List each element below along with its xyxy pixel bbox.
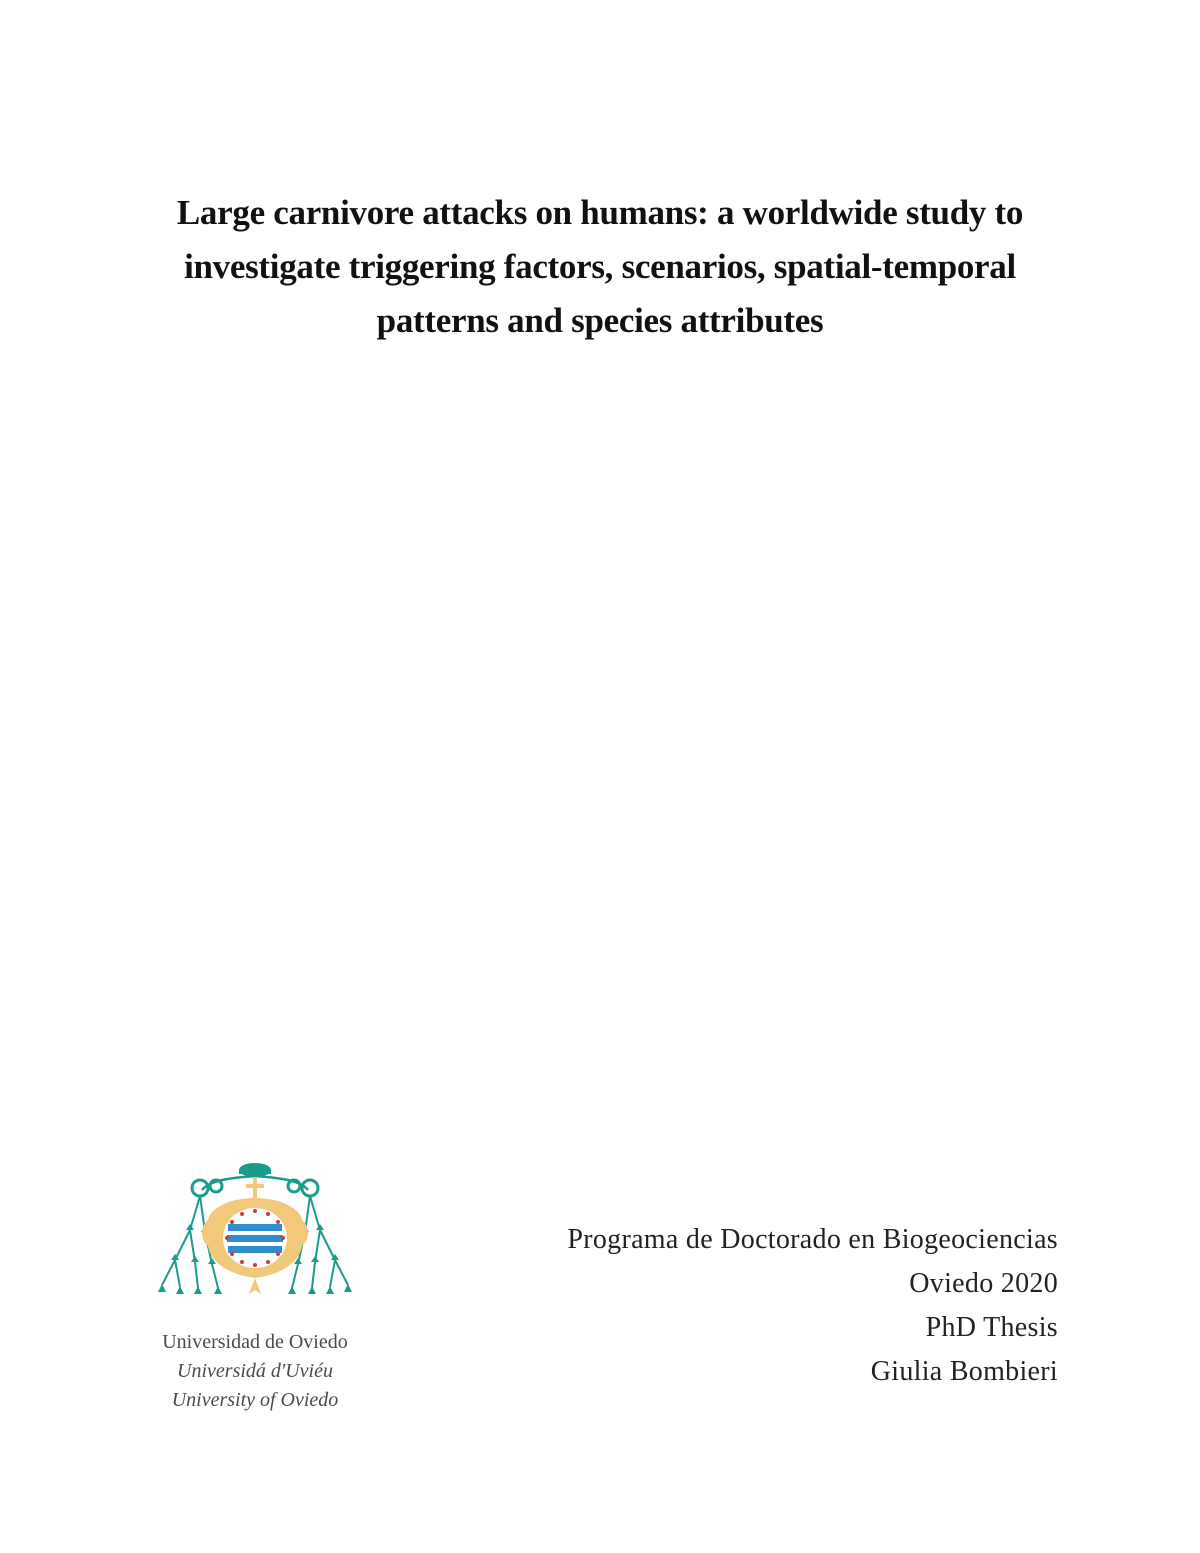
university-name-spanish: Universidad de Oviedo	[162, 1331, 348, 1353]
university-coat-of-arms-icon	[150, 1160, 360, 1320]
thesis-title	[100, 186, 1100, 348]
degree-type: PhD Thesis	[925, 1312, 1058, 1343]
university-names	[140, 1328, 370, 1415]
university-name-asturian: Universidá d'Uviéu	[177, 1360, 333, 1382]
thesis-title-line-2: investigate triggering factors, scenarios, spatial-temporal	[184, 247, 1016, 286]
place-year: Oviedo 2020	[909, 1268, 1058, 1299]
thesis-title-line-1: Large carnivore attacks on humans: a worldwide study to	[176, 193, 1024, 232]
university-logo	[140, 1160, 370, 1415]
thesis-title-line-3: patterns and species attributes	[376, 301, 824, 340]
author-name: Giulia Bombieri	[870, 1356, 1058, 1387]
thesis-info	[567, 1218, 1058, 1394]
university-name-english: University of Oviedo	[171, 1389, 339, 1411]
doctoral-program: Programa de Doctorado en Biogeociencias	[567, 1224, 1058, 1255]
